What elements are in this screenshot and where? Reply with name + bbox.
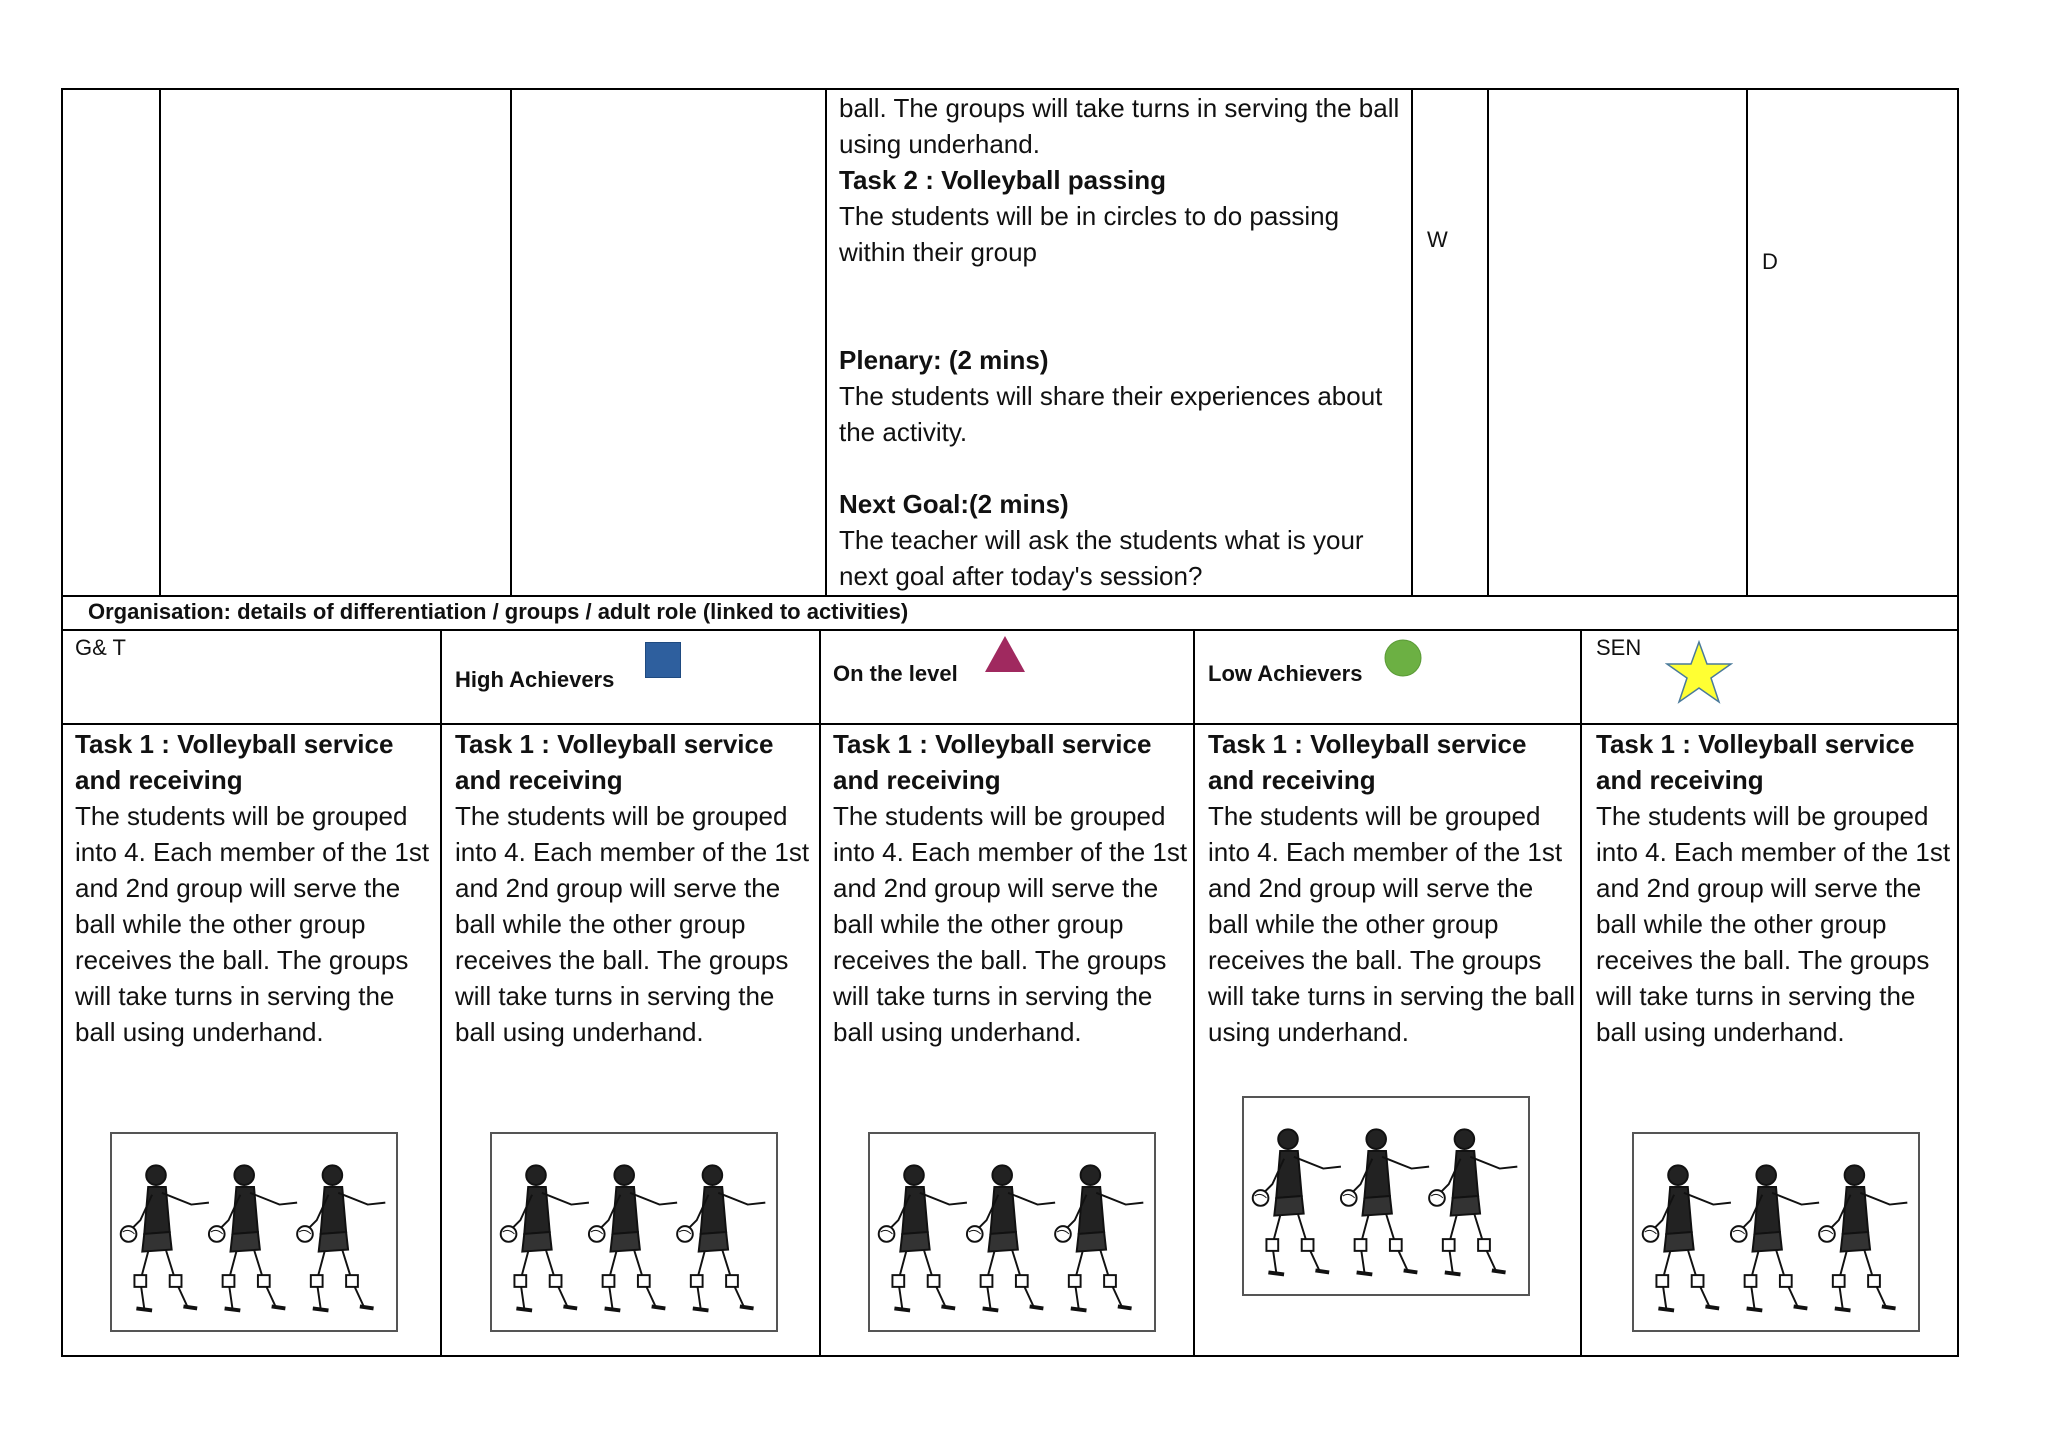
lower-col-border-4	[1580, 629, 1582, 1357]
players-figure-icon	[870, 1134, 1154, 1330]
volleyball-serve-illustration	[110, 1132, 398, 1332]
task-heading: Task 1 : Volleyball service and receiving	[1596, 729, 1915, 795]
player-figure	[879, 1165, 967, 1310]
lower-col-border-2	[819, 629, 821, 1357]
activity-text-cell	[839, 90, 1409, 270]
task-body: The students will be grouped into 4. Each member of the 1st and 2nd group will serve the ball while the other group receives the ball. The groups will take turns in serving the ball using underhand.	[75, 801, 430, 1047]
task-heading: Task 1 : Volleyball service and receiving	[455, 729, 774, 795]
player-figure	[209, 1165, 297, 1310]
next-goal-block	[839, 486, 1409, 594]
group-label-sen: SEN	[1596, 635, 1642, 660]
task2-body: The students will be in circles to do passing within their group	[839, 201, 1340, 267]
player-figure	[1253, 1129, 1341, 1274]
row-border-groups-bottom	[61, 723, 1959, 725]
task-heading: Task 1 : Volleyball service and receiving	[1208, 729, 1527, 795]
player-figure	[1731, 1165, 1819, 1310]
upper-col-border-3	[825, 88, 827, 596]
player-figure	[1819, 1165, 1907, 1310]
players-figure-icon	[492, 1134, 776, 1330]
group-label-high-achievers: High Achievers	[455, 667, 615, 692]
purple-triangle-icon	[983, 634, 1027, 674]
upper-col-border-2	[510, 88, 512, 596]
task-heading: Task 1 : Volleyball service and receiving	[75, 729, 394, 795]
players-figure-icon	[1634, 1134, 1918, 1330]
player-figure	[1055, 1165, 1143, 1310]
task-cell-on-the-level	[833, 726, 1189, 1050]
next-goal-heading: Next Goal:(2 mins)	[839, 489, 1069, 519]
volleyball-serve-illustration	[1632, 1132, 1920, 1332]
player-figure	[121, 1165, 209, 1310]
volleyball-serve-illustration	[490, 1132, 778, 1332]
green-circle-icon	[1383, 638, 1423, 678]
blue-square-icon	[645, 642, 681, 678]
activity-intro: ball. The groups will take turns in serving the ball using underhand.	[839, 93, 1400, 159]
row-border-org-bottom	[61, 629, 1959, 631]
col-d-value: D	[1762, 249, 1778, 274]
lower-col-border-3	[1193, 629, 1195, 1357]
player-figure	[967, 1165, 1055, 1310]
upper-col-border-4	[1411, 88, 1413, 596]
task-heading: Task 1 : Volleyball service and receiving	[833, 729, 1152, 795]
plenary-body: The students will share their experiences about the activity.	[839, 381, 1383, 447]
group-label-gt: G& T	[75, 635, 126, 660]
player-figure	[501, 1165, 589, 1310]
plenary-block	[839, 342, 1409, 450]
upper-col-border-6	[1746, 88, 1748, 596]
task-body: The students will be grouped into 4. Each member of the 1st and 2nd group will serve the ball while the other group receives the ball. The groups will take turns in serving the ball using underhand.	[1208, 801, 1576, 1047]
player-figure	[677, 1165, 765, 1310]
organisation-heading: Organisation: details of differentiation / groups / adult role (linked to activities)	[88, 599, 909, 624]
task-cell-sen	[1596, 726, 1954, 1050]
group-label-low-achievers: Low Achievers	[1208, 661, 1363, 686]
task-body: The students will be grouped into 4. Each member of the 1st and 2nd group will serve the ball while the other group receives the ball. The groups will take turns in serving the ball using underhand.	[1596, 801, 1951, 1047]
row-border-bottom	[61, 1355, 1959, 1357]
group-label-on-the-level: On the level	[833, 661, 958, 686]
next-goal-body: The teacher will ask the students what is your next goal after today's session?	[839, 525, 1364, 591]
players-figure-icon	[1244, 1098, 1528, 1294]
upper-col-border-5	[1487, 88, 1489, 596]
task-cell-low-achievers	[1208, 726, 1576, 1050]
row-border-org-top	[61, 595, 1959, 597]
task-cell-high-achievers	[455, 726, 815, 1050]
player-figure	[1429, 1129, 1517, 1274]
upper-col-border-1	[159, 88, 161, 596]
task-body: The students will be grouped into 4. Each member of the 1st and 2nd group will serve the ball while the other group receives the ball. The groups will take turns in serving the ball using underhand.	[455, 801, 810, 1047]
volleyball-serve-illustration	[868, 1132, 1156, 1332]
task2-heading: Task 2 : Volleyball passing	[839, 165, 1167, 195]
player-figure	[297, 1165, 385, 1310]
plenary-heading: Plenary: (2 mins)	[839, 345, 1049, 375]
lower-col-border-1	[440, 629, 442, 1357]
player-figure	[1341, 1129, 1429, 1274]
col-w-value: W	[1427, 227, 1448, 252]
player-figure	[1643, 1165, 1731, 1310]
volleyball-serve-illustration	[1242, 1096, 1530, 1296]
task-cell-gt	[75, 726, 437, 1050]
task-body: The students will be grouped into 4. Each member of the 1st and 2nd group will serve the ball while the other group receives the ball. The groups will take turns in serving the ball using underhand.	[833, 801, 1188, 1047]
player-figure	[589, 1165, 677, 1310]
yellow-star-icon	[1665, 640, 1733, 704]
col-border-right	[1957, 88, 1959, 1357]
players-figure-icon	[112, 1134, 396, 1330]
col-border-left	[61, 88, 63, 1357]
